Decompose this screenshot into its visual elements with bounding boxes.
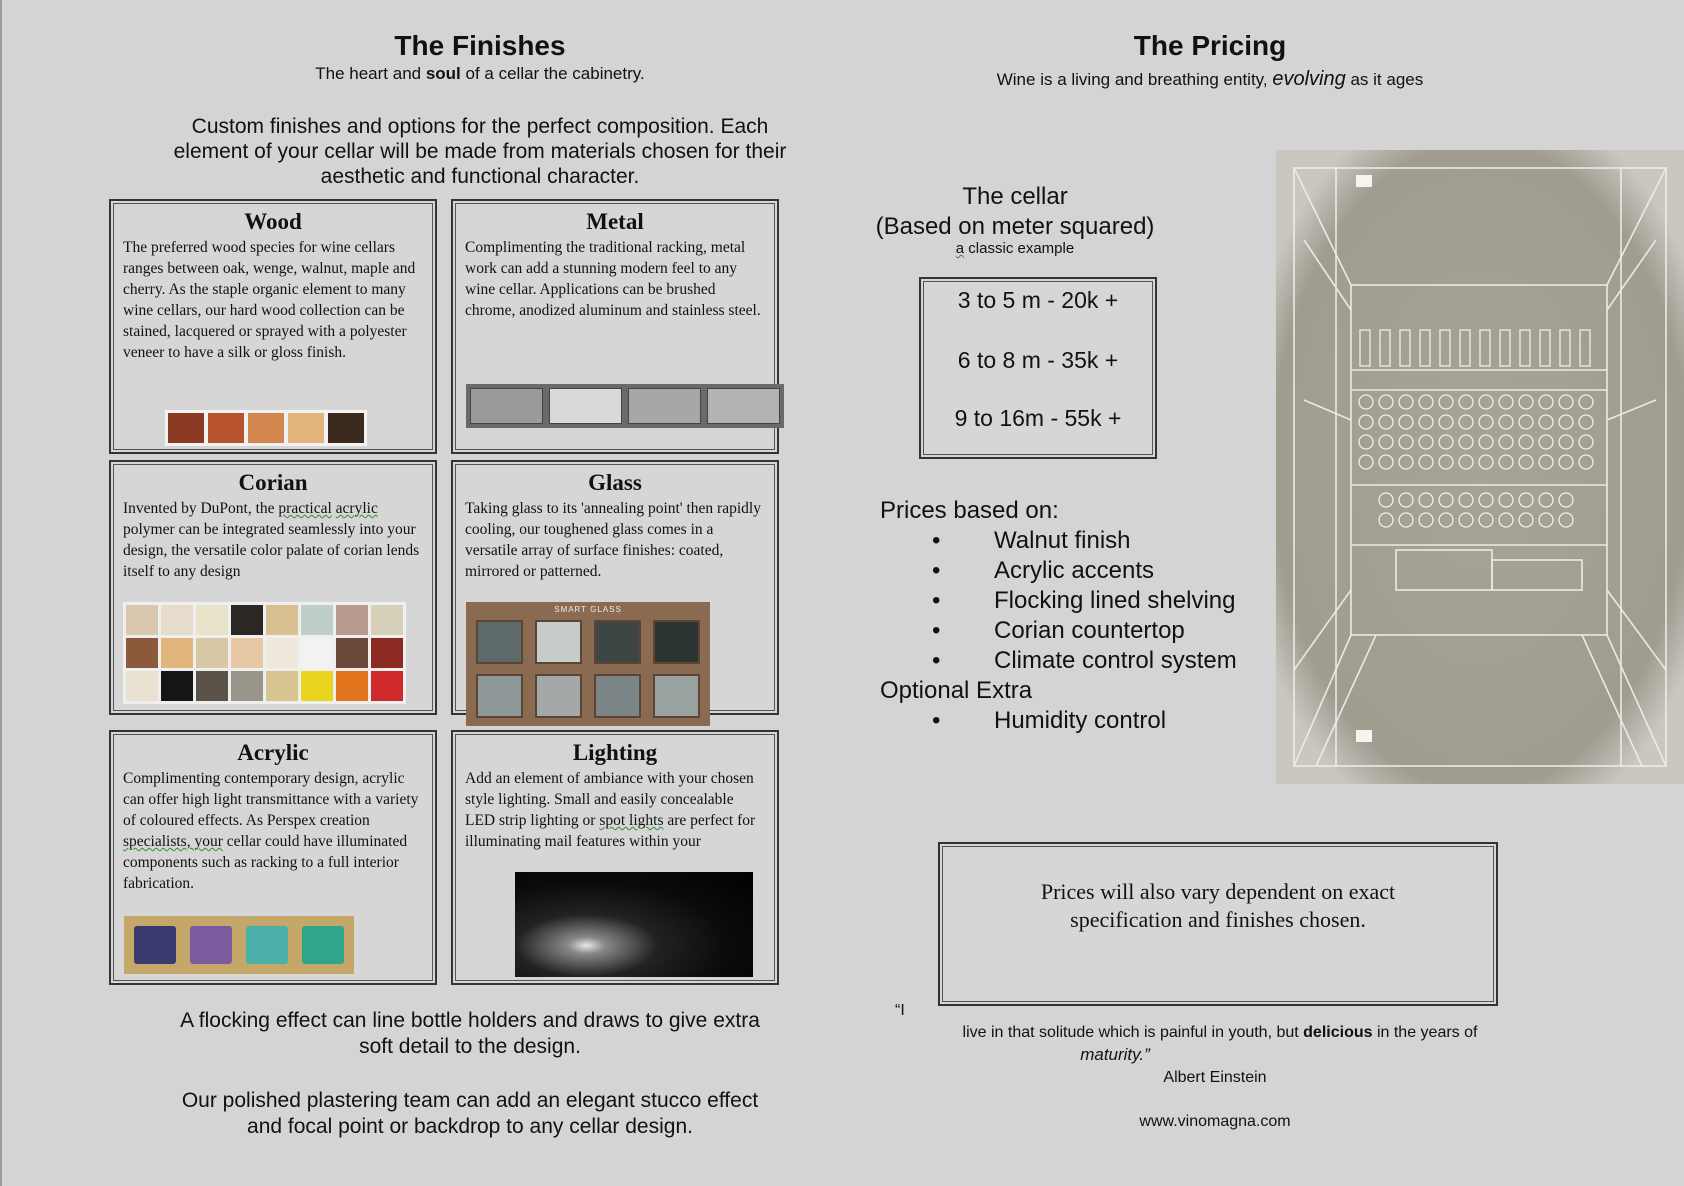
acrylic-swatch: [134, 926, 176, 964]
metal-swatch: [628, 388, 701, 424]
finishes-subtitle: The heart and soul of a cellar the cabinetry.: [315, 64, 645, 83]
acrylic-text: Complimenting contemporary design, acrylic can offer high light transmittance with a variety of coloured effects. As Perspex creation specialists, your cellar could have illuminated components such as racking to a full interior fabrication.: [123, 770, 419, 892]
list-item: • Walnut finish: [932, 527, 1131, 554]
quote-end: maturity.”: [1080, 1045, 1150, 1064]
corian-swatch: [126, 605, 158, 635]
corian-swatch: [371, 638, 403, 668]
metal-swatch: [707, 388, 780, 424]
metal-text: Complimenting the traditional racking, metal work can add a stunning modern feel to any wine cellar. Applications can be brushed chrome, anodized aluminum and stainless steel.: [465, 239, 761, 319]
wood-title: Wood: [244, 209, 302, 234]
corian-swatches: [123, 602, 406, 704]
acrylic-swatches: [124, 916, 354, 974]
glass-swatch: [476, 620, 523, 664]
website-link[interactable]: www.vinomagna.com: [1139, 1113, 1291, 1130]
optional-label: Optional Extra: [880, 677, 1033, 704]
quote-author: Albert Einstein: [1163, 1069, 1267, 1086]
corian-title: Corian: [238, 470, 308, 495]
finishes-title: The Finishes: [394, 30, 566, 61]
corian-swatch: [161, 671, 193, 701]
acrylic-swatch: [246, 926, 288, 964]
price-note: Prices will also vary dependent on exact specification and finishes chosen.: [1040, 879, 1396, 932]
cellar-heading: The cellar (Based on meter squared) a classic example: [875, 183, 1155, 257]
glass-swatch: [535, 620, 582, 664]
glass-swatches: [466, 602, 710, 726]
price-box: [919, 277, 1157, 459]
price-line: 6 to 8 m - 35k +: [957, 347, 1119, 373]
quote: live in that solitude which is painful in youth, but delicious in the years of: [962, 1024, 1478, 1041]
corian-swatch: [266, 638, 298, 668]
list-item: • Humidity control: [932, 707, 1167, 734]
acrylic-swatch: [302, 926, 344, 964]
cellar-illustration: [1276, 150, 1684, 784]
list-item: • Acrylic accents: [932, 557, 1155, 584]
price-line: 9 to 16m - 55k +: [954, 405, 1122, 431]
based-on-label: Prices based on:: [880, 497, 1059, 524]
corian-swatch: [196, 605, 228, 635]
corian-swatch: [196, 671, 228, 701]
list-item: • Flocking lined shelving: [932, 587, 1236, 614]
price-note-box: [938, 842, 1498, 1006]
corian-swatch: [231, 605, 263, 635]
wood-swatch: [288, 413, 324, 443]
corian-swatch: [126, 671, 158, 701]
corian-swatch: [371, 671, 403, 701]
wood-swatch: [248, 413, 284, 443]
spotlight-image: [515, 872, 753, 977]
glass-panel-title: SMART GLASS: [554, 605, 622, 614]
pricing-subtitle: Wine is a living and breathing entity, evolving as it ages: [996, 68, 1424, 90]
corian-text: Invented by DuPont, the practical acrylic polymer can be integrated seamlessly into your design, the versatile color palate of corian lends itself to any design: [123, 500, 420, 580]
lighting-title: Lighting: [572, 740, 658, 765]
corian-swatch: [231, 638, 263, 668]
acrylic-title: Acrylic: [237, 740, 309, 765]
finishes-intro: Custom finishes and options for the perfect composition. Each element of your cellar will be made from materials chosen for their aesthetic and functional character.: [173, 115, 787, 188]
metal-swatches: [466, 384, 784, 428]
pricing-title: The Pricing: [1133, 30, 1287, 61]
corian-swatch: [301, 638, 333, 668]
corian-swatch: [371, 605, 403, 635]
glass-swatch: [535, 674, 582, 718]
metal-swatch: [470, 388, 543, 424]
quote-open: “I: [895, 1002, 905, 1019]
glass-swatch: [594, 620, 641, 664]
corian-swatch: [301, 605, 333, 635]
page-edge: [0, 0, 2, 1186]
glass-swatch: [653, 620, 700, 664]
corian-swatch: [126, 638, 158, 668]
list-item: • Climate control system: [932, 647, 1237, 674]
corian-swatch: [336, 671, 368, 701]
corian-swatch: [266, 605, 298, 635]
acrylic-swatch: [190, 926, 232, 964]
wood-text: The preferred wood species for wine cellars ranges between oak, wenge, walnut, maple and cherry. As the staple organic element to many wine cellars, our hard wood collection can be stained, lacquered or sprayed with a polyester veneer to have a silk or gloss finish.: [123, 239, 416, 361]
flocking-text: A flocking effect can line bottle holders and draws to give extra soft detail to the design.: [180, 1009, 760, 1058]
glass-text: Taking glass to its 'annealing point' then rapidly cooling, our toughened glass comes in a versatile array of surface finishes: coated, mirrored or patterned.: [465, 500, 761, 580]
glass-title: Glass: [588, 470, 642, 495]
glass-swatch: [594, 674, 641, 718]
corian-swatch: [336, 605, 368, 635]
metal-swatch: [549, 388, 622, 424]
corian-swatch: [231, 671, 263, 701]
wood-swatch: [168, 413, 204, 443]
list-item: • Corian countertop: [932, 617, 1185, 644]
corian-swatch: [301, 671, 333, 701]
glass-swatch: [653, 674, 700, 718]
price-line: 3 to 5 m - 20k +: [957, 287, 1119, 313]
corian-swatch: [266, 671, 298, 701]
wood-swatch: [328, 413, 364, 443]
pricing-basis: [880, 496, 1280, 736]
wood-swatches: [165, 410, 367, 446]
lighting-text: Add an element of ambiance with your chosen style lighting. Small and easily concealable LED strip lighting or spot lights are perfect for illuminating mail features within your: [465, 770, 756, 850]
corian-swatch: [336, 638, 368, 668]
corian-swatch: [161, 605, 193, 635]
wood-swatch: [208, 413, 244, 443]
metal-title: Metal: [586, 209, 644, 234]
corian-swatch: [196, 638, 228, 668]
glass-swatch: [476, 674, 523, 718]
plastering-text: Our polished plastering team can add an elegant stucco effect and focal point or backdrop to any cellar design.: [181, 1089, 759, 1138]
corian-swatch: [161, 638, 193, 668]
